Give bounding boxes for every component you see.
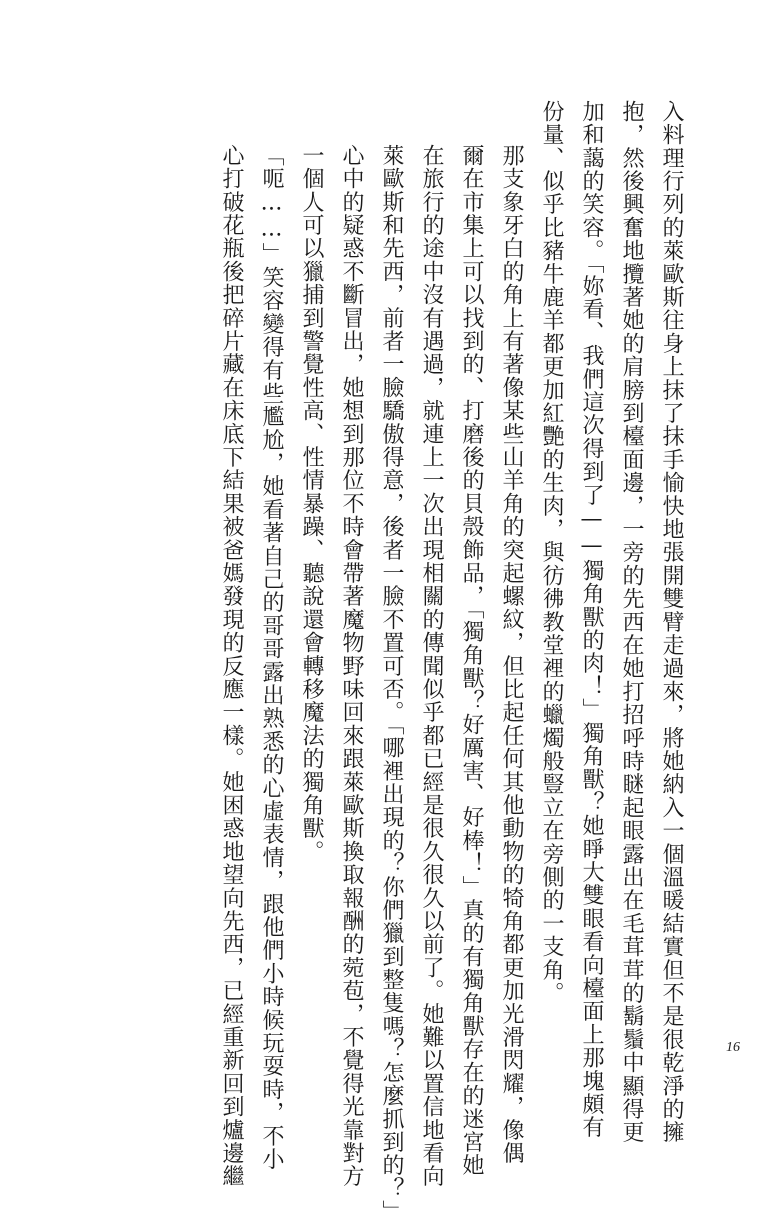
body-text — [211, 100, 691, 1223]
text-line: 萊歐斯和先西，前者一臉驕傲得意，後者一臉不置可否。「哪裡出現的？你們獵到整隻嗎？怎麼抓到的？」 — [379, 144, 404, 1223]
text-line: 心中的疑惑不斷冒出，她想到那位不時會帶著魔物野味回來跟萊歐斯換取報酬的菀苞，不覺得光靠對方 — [339, 144, 364, 1188]
text-line: 一個人可以獵捕到警覺性高、性情暴躁、聽說還會轉移魔法的獨角獸。 — [299, 144, 324, 864]
text-line: 心打破花瓶後把碎片藏在床底下結果被爸媽發現的反應一樣。她困惑地望向先西，已經重新回到爐邊繼 — [219, 144, 244, 1188]
paragraph — [531, 100, 691, 1144]
text-line: 份量、似乎比豬牛鹿羊都更加紅艷的生肉，與彷彿教堂裡的蠟燭般豎立在旁側的一支角。 — [539, 100, 564, 1005]
text-line: 入料理行列的萊歐斯往身上抹了抹手愉快地張開雙臂走過來，將她納入一個溫暖結實但不是很乾淨的擁 — [659, 100, 684, 1144]
text-line: 「呃……」笑容變得有些尷尬，她看著自己的哥哥露出熟悉的心虛表情，跟他們小時候玩耍時，不小 — [259, 144, 284, 1171]
paragraph — [291, 100, 531, 1223]
paragraph — [211, 100, 291, 1188]
page-number: 16 — [726, 1040, 740, 1055]
text-line: 爾在市集上可以找到的、打磨後的貝殼飾品，「獨角獸？好厲害、好棒！」真的有獨角獸存在的迷宮她 — [459, 144, 484, 1177]
text-line: 在旅行的途中沒有遇過，就連上一次出現相關的傳聞似乎都已經是很久很久以前了。她難以置信地看向 — [419, 144, 444, 1188]
text-line: 加和藹的笑容。「妳看、我們這次得到了——獨角獸的肉！」獨角獸？她睜大雙眼看向檯面上那塊頗有 — [579, 100, 604, 1139]
text-line: 那支象牙白的角上有著像某些山羊角的突起螺紋，但比起任何其他動物的犄角都更加光滑閃耀，像偶 — [499, 144, 524, 1165]
text-line: 抱，然後興奮地攬著她的肩膀到檯面邊，一旁的先西在她打招呼時瞇起眼露出在毛茸茸的鬍鬚中顯得更 — [619, 100, 644, 1144]
